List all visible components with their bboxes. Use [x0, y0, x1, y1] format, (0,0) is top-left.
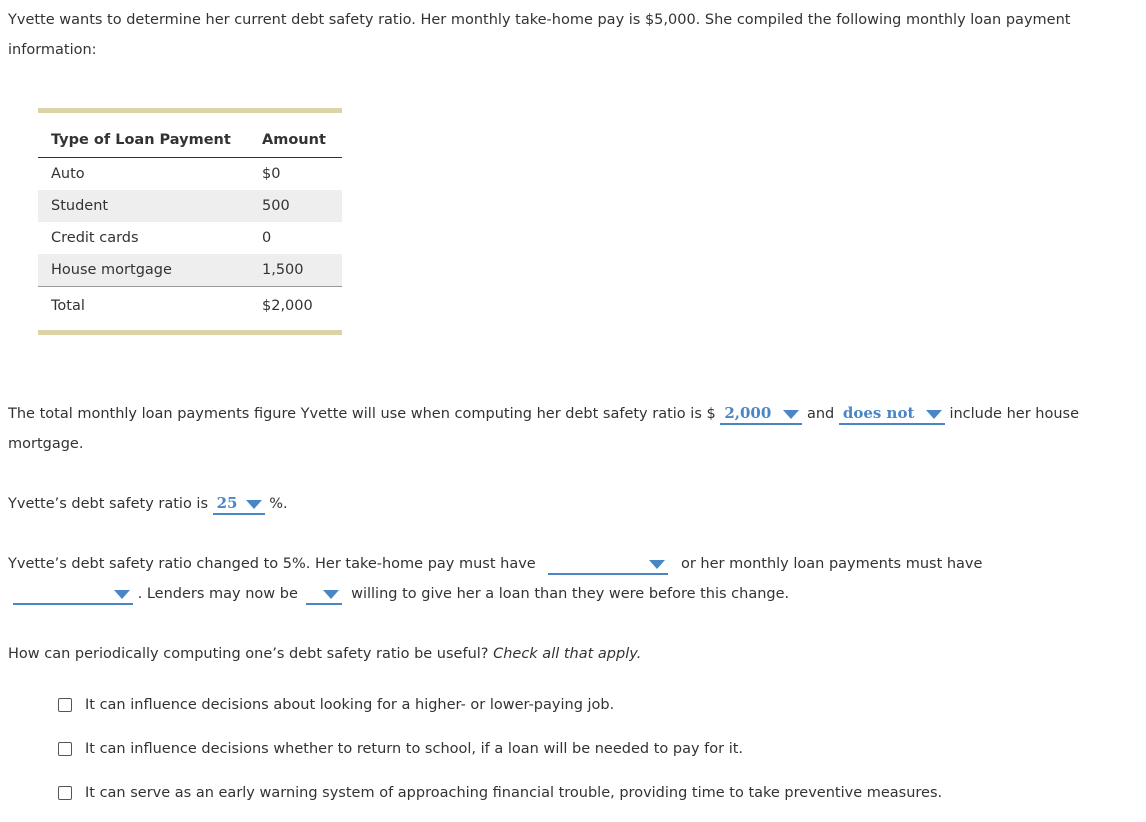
option-label: It can serve as an early warning system of approaching financial trouble, providing time to take preventive measures. [85, 785, 943, 801]
table-row [38, 158, 342, 191]
row-amount: 1,500 [249, 254, 342, 287]
header-amount: Amount [249, 117, 342, 158]
q3-text-mid: or her monthly loan payments must have [680, 556, 983, 572]
option-label: It can influence decisions about looking for a higher- or lower-paying job. [85, 697, 615, 713]
row-amount: $0 [262, 166, 281, 182]
chevron-down-icon [649, 560, 665, 569]
question-usefulness [8, 639, 641, 669]
row-type: House mortgage [38, 254, 249, 287]
row-type: Auto [51, 166, 85, 182]
row-amount: 0 [262, 230, 272, 246]
q4-text: How can periodically computing one’s debt safety ratio be useful? [8, 646, 489, 662]
table-row [38, 254, 342, 287]
q2-percent: %. [269, 496, 288, 512]
chevron-down-icon [246, 500, 262, 509]
chevron-down-icon [783, 410, 799, 419]
q4-instruction: Check all that apply. [493, 646, 642, 662]
loan-payments-dropdown[interactable] [13, 583, 133, 605]
q3-lenders-text: . Lenders may now be [137, 586, 298, 602]
total-amount-dropdown[interactable]: 2,000 [720, 403, 802, 425]
q3-text-end: willing to give her a loan than they were before this change. [351, 586, 790, 602]
intro-text: Yvette wants to determine her current debt safety ratio. Her monthly take-home pay is $5,000. She compiled the following monthly loan payment information: [8, 12, 1071, 58]
header-type: Type of Loan Payment [38, 117, 249, 158]
total-amount: $2,000 [249, 287, 342, 326]
q1-text-end: include her house [949, 406, 1079, 422]
q1-and-text: and [806, 406, 835, 422]
option-label: It can influence decisions whether to return to school, if a loan will be needed to pay for it. [85, 741, 744, 757]
row-amount: 500 [249, 190, 342, 222]
question-total-payments [8, 399, 1138, 459]
question-ratio [8, 489, 288, 519]
q3-text: Yvette’s debt safety ratio changed to 5%. Her take-home pay must have [8, 556, 536, 572]
lenders-willing-dropdown[interactable] [306, 583, 342, 605]
table-bottom-bar [38, 330, 342, 335]
chevron-down-icon [323, 590, 339, 599]
q1-text: The total monthly loan payments figure Yvette will use when computing her debt safety ratio is $ [8, 406, 716, 422]
option-checkbox[interactable] [58, 786, 72, 800]
table-top-bar [38, 108, 342, 113]
takehome-pay-dropdown[interactable] [548, 553, 668, 575]
question-ratio-change [8, 549, 1128, 609]
option-checkbox[interactable] [58, 698, 72, 712]
q2-text: Yvette’s debt safety ratio is [8, 496, 209, 512]
option-checkbox[interactable] [58, 742, 72, 756]
loan-payment-table [38, 108, 342, 335]
q1-text-mortgage: mortgage. [8, 436, 84, 452]
chevron-down-icon [114, 590, 130, 599]
table-total-row [38, 287, 342, 326]
ratio-dropdown[interactable]: 25 [213, 493, 265, 515]
include-mortgage-dropdown[interactable]: does not [839, 403, 945, 425]
row-type: Student [38, 190, 249, 222]
chevron-down-icon [926, 410, 942, 419]
total-label: Total [38, 287, 249, 326]
table-row [38, 222, 342, 254]
table-row [38, 190, 342, 222]
row-type: Credit cards [51, 230, 139, 246]
